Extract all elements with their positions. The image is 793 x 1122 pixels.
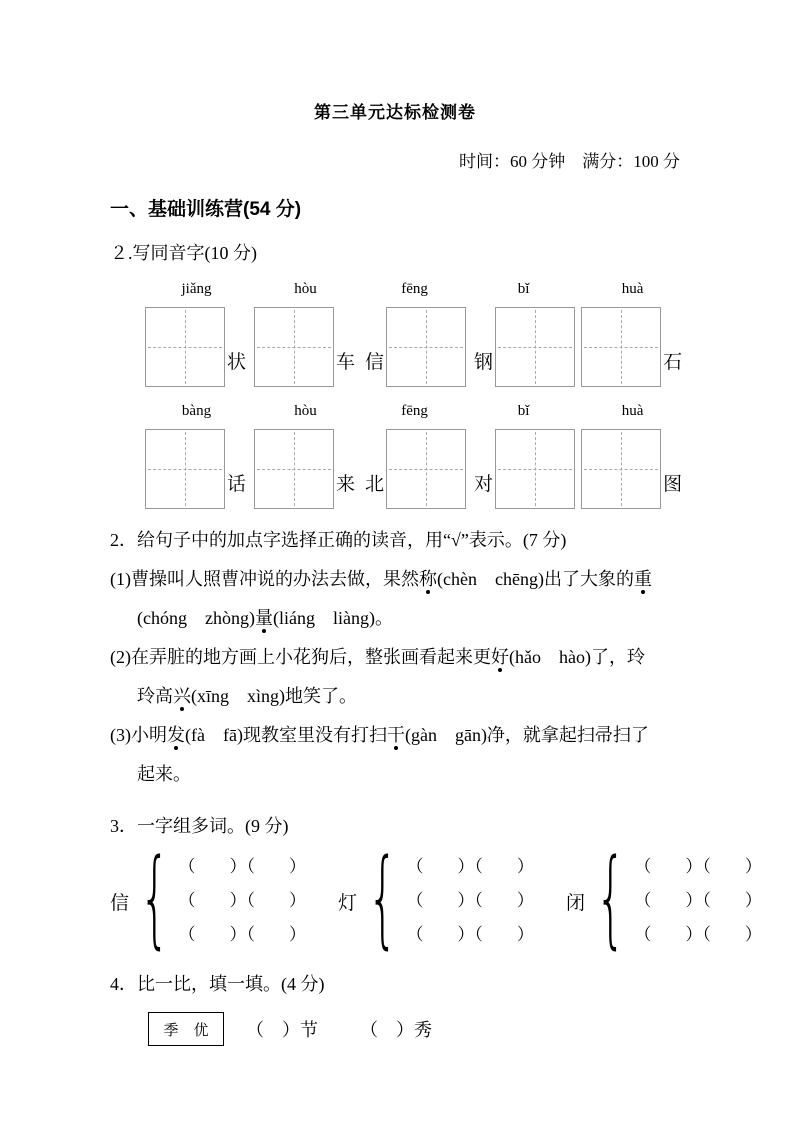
writing-grid[interactable] bbox=[495, 429, 575, 509]
homophone-unit bbox=[254, 281, 357, 387]
word-blank-row[interactable]: （ ）（ ） bbox=[406, 857, 534, 876]
word-blank-row[interactable]: （ ）（ ） bbox=[178, 891, 306, 910]
writing-grid[interactable] bbox=[581, 429, 661, 509]
word-building-group bbox=[337, 836, 534, 960]
pinyin-label: hòu bbox=[294, 281, 317, 297]
writing-grid[interactable] bbox=[145, 429, 225, 509]
word-building-groups bbox=[110, 836, 762, 960]
writing-grid[interactable] bbox=[386, 429, 466, 509]
left-brace: { bbox=[595, 836, 626, 960]
word-unit bbox=[581, 307, 684, 387]
word-unit bbox=[254, 307, 357, 387]
word-unit bbox=[363, 307, 466, 387]
given-char-after: 状 bbox=[227, 351, 247, 373]
homophone-row-1 bbox=[145, 281, 683, 387]
word-unit bbox=[472, 429, 575, 509]
word-building-group bbox=[565, 836, 762, 960]
paper-title: 第三单元达标检测卷 bbox=[314, 103, 476, 122]
given-char-before: 钢 bbox=[474, 351, 494, 373]
given-char-after: 来 bbox=[336, 473, 356, 495]
pinyin-label: bǐ bbox=[517, 403, 530, 419]
pinyin-label: fēng bbox=[401, 281, 428, 297]
writing-grid[interactable] bbox=[145, 307, 225, 387]
base-character: 闭 bbox=[565, 892, 585, 914]
homophone-unit bbox=[472, 403, 575, 509]
pinyin-label: bàng bbox=[181, 403, 212, 419]
given-char-after: 石 bbox=[663, 351, 683, 373]
word-building-group bbox=[110, 836, 306, 960]
writing-grid[interactable] bbox=[386, 307, 466, 387]
base-character: 灯 bbox=[337, 892, 357, 914]
sentence-2-line-1: (2)在弄脏的地方画上小花狗后，整张画看起来更好(hǎo hào)了，玲 bbox=[110, 647, 645, 667]
pinyin-label: huà bbox=[621, 403, 644, 419]
writing-grid[interactable] bbox=[581, 307, 661, 387]
pinyin-label: jiǎng bbox=[181, 281, 212, 297]
homophone-unit bbox=[581, 281, 684, 387]
word-blank-rows bbox=[634, 850, 762, 952]
compare-fill-row bbox=[148, 1010, 680, 1048]
left-brace: { bbox=[139, 836, 170, 960]
question-3-label: 3．一字组多词。(9 分) bbox=[110, 816, 289, 836]
character-box: 季 优 bbox=[148, 1012, 224, 1046]
writing-grid[interactable] bbox=[254, 429, 334, 509]
given-char-before: 北 bbox=[365, 473, 385, 495]
word-blank-row[interactable]: （ ）（ ） bbox=[634, 891, 762, 910]
homophone-unit bbox=[472, 281, 575, 387]
word-unit bbox=[581, 429, 684, 509]
question-2 bbox=[110, 521, 680, 794]
word-blank-row[interactable]: （ ）（ ） bbox=[178, 925, 306, 944]
word-unit bbox=[145, 307, 248, 387]
word-blank-row[interactable]: （ ）（ ） bbox=[406, 925, 534, 944]
time-score-info: 时间：60 分钟 满分：100 分 bbox=[459, 152, 680, 171]
homophone-unit bbox=[254, 403, 357, 509]
given-char-after: 车 bbox=[336, 351, 356, 373]
homophone-unit bbox=[145, 281, 248, 387]
homophone-unit bbox=[581, 403, 684, 509]
word-unit bbox=[363, 429, 466, 509]
sentence-3-line-1: (3)小明发(fà fā)现教室里没有打扫干(gàn gān)净，就拿起扫帚扫了 bbox=[110, 725, 649, 745]
word-blank-row[interactable]: （ ）（ ） bbox=[406, 891, 534, 910]
sentence-1-line-2: (chóng zhòng)量(liáng liàng)。 bbox=[137, 608, 393, 628]
pinyin-label: fēng bbox=[401, 403, 428, 419]
left-brace: { bbox=[367, 836, 398, 960]
writing-grid[interactable] bbox=[495, 307, 575, 387]
pinyin-label: huà bbox=[621, 281, 644, 297]
given-char-after: 图 bbox=[663, 473, 683, 495]
pinyin-label: bǐ bbox=[517, 281, 530, 297]
homophone-unit bbox=[145, 403, 248, 509]
word-unit bbox=[145, 429, 248, 509]
base-character: 信 bbox=[110, 892, 130, 914]
word-blank-row[interactable]: （ ）（ ） bbox=[634, 925, 762, 944]
word-blank-row[interactable]: （ ）（ ） bbox=[634, 857, 762, 876]
homophone-unit bbox=[363, 403, 466, 509]
sentence-2-line-2: 玲高兴(xīng xìng)地笑了。 bbox=[137, 686, 357, 706]
answer-blank[interactable]: （ ）节 bbox=[246, 1020, 318, 1040]
given-char-after: 话 bbox=[227, 473, 247, 495]
sentence-1-line-1: (1)曹操叫人照曹冲说的办法去做，果然称(chèn chēng)出了大象的重 bbox=[110, 569, 652, 589]
given-char-before: 信 bbox=[365, 351, 385, 373]
sentence-3-line-2: 起来。 bbox=[137, 764, 191, 784]
question-1-label: ２.写同音字(10 分) bbox=[110, 243, 257, 263]
word-unit bbox=[254, 429, 357, 509]
word-blank-rows bbox=[178, 850, 306, 952]
section-1-heading: 一、基础训练营(54 分) bbox=[110, 199, 302, 220]
homophone-unit bbox=[363, 281, 466, 387]
word-unit bbox=[472, 307, 575, 387]
question-2-label: 2．给句子中的加点字选择正确的读音，用“√”表示。(7 分) bbox=[110, 530, 567, 550]
word-blank-rows bbox=[406, 850, 534, 952]
question-4-label: 4．比一比，填一填。(4 分) bbox=[110, 974, 325, 994]
answer-blank[interactable]: （ ）秀 bbox=[360, 1020, 432, 1040]
pinyin-label: hòu bbox=[294, 403, 317, 419]
homophone-row-2 bbox=[145, 403, 683, 509]
writing-grid[interactable] bbox=[254, 307, 334, 387]
given-char-before: 对 bbox=[474, 473, 494, 495]
word-blank-row[interactable]: （ ）（ ） bbox=[178, 857, 306, 876]
